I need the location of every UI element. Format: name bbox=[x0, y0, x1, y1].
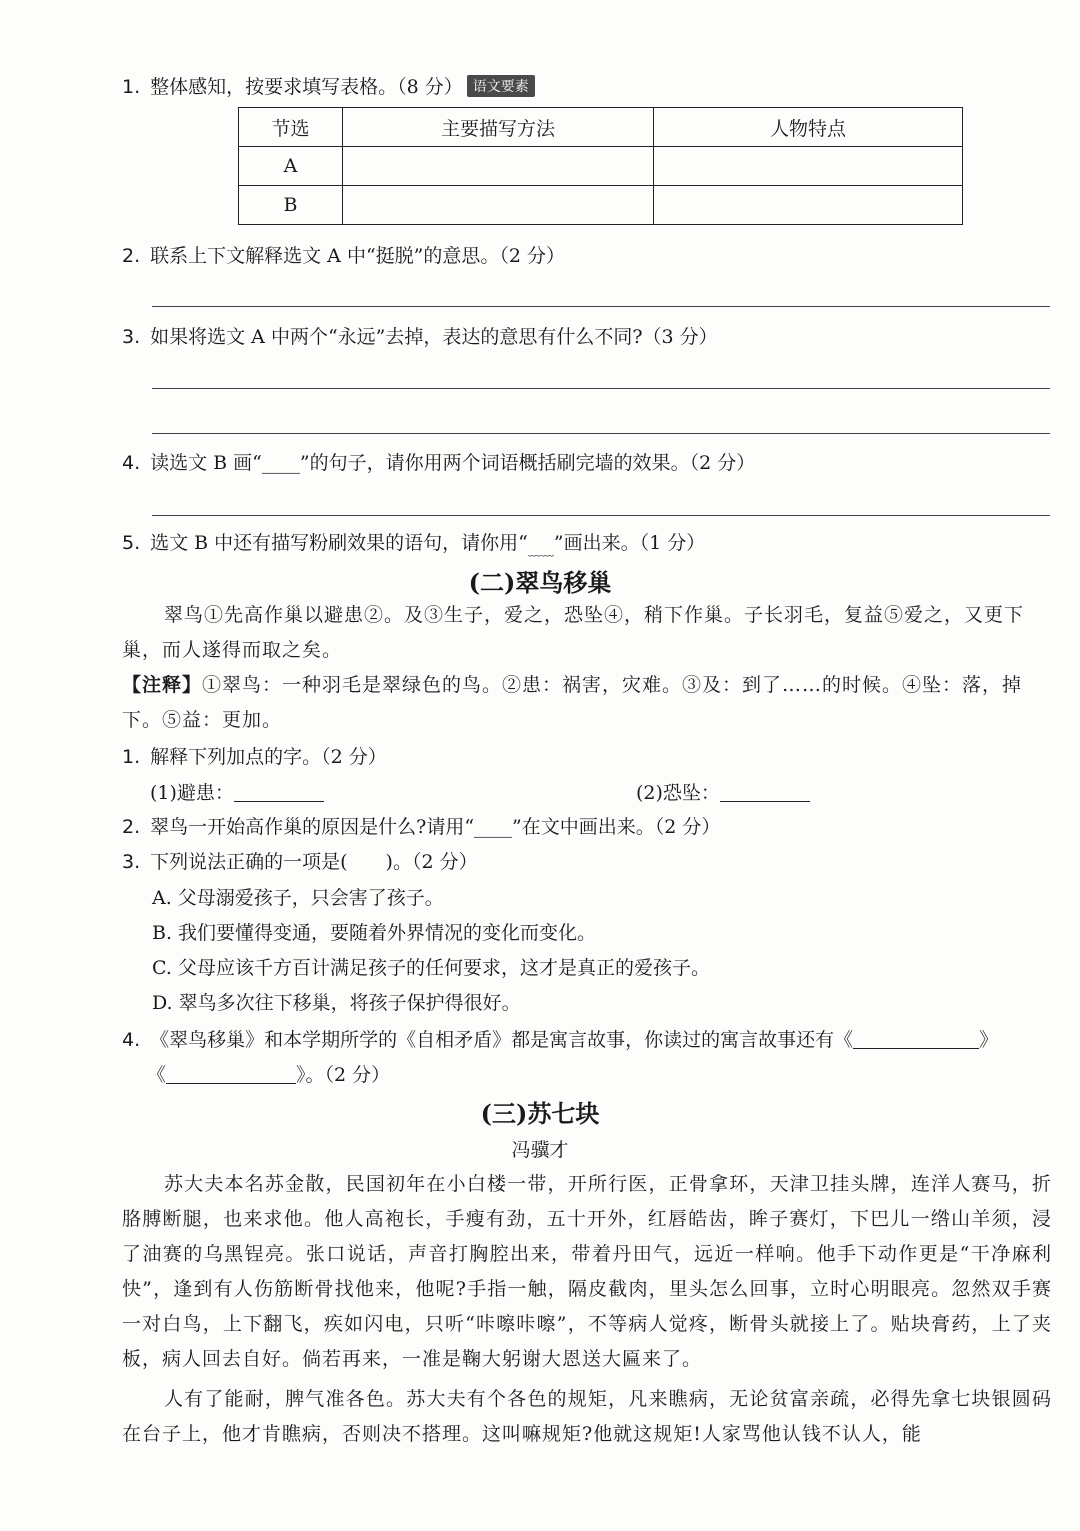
bracket-close: 》 bbox=[979, 1029, 999, 1051]
question-2 bbox=[122, 241, 565, 268]
answer-cell[interactable] bbox=[343, 147, 654, 186]
question-text: ”画出来。（1 分） bbox=[553, 532, 706, 554]
bracket-open: 《 bbox=[147, 1064, 167, 1086]
answer-cell[interactable] bbox=[654, 147, 963, 186]
passage bbox=[122, 598, 1052, 633]
table-cell: A bbox=[239, 147, 343, 186]
question-text: 联系上下文解释选文 A 中“挺脱”的意思。（2 分） bbox=[150, 245, 565, 267]
sub-question-1 bbox=[150, 778, 324, 805]
table-row bbox=[239, 186, 963, 225]
language-element-tag: 语文要素 bbox=[467, 75, 535, 97]
question-number: 4. bbox=[122, 1029, 141, 1051]
notes-cont bbox=[122, 703, 1052, 738]
table-row bbox=[239, 147, 963, 186]
answer-line[interactable] bbox=[152, 306, 1050, 307]
question-text: 如果将选文 A 中两个“永远”去掉，表达的意思有什么不同?（3 分） bbox=[150, 326, 718, 348]
note-label: 【注释】 bbox=[122, 674, 203, 696]
option-a[interactable]: A. 父母溺爱孩子，只会害了孩子。 bbox=[152, 887, 444, 909]
answer-blank[interactable] bbox=[234, 783, 324, 802]
author: 冯骥才 bbox=[511, 1139, 569, 1161]
table-header: 节选 bbox=[239, 108, 343, 147]
sub-question-text: (1)避患： bbox=[150, 782, 234, 804]
table-header: 人物特点 bbox=[654, 108, 963, 147]
story-paragraph-1: 苏大夫本名苏金散，民国初年在小白楼一带，开所行医，正骨拿环，天津卫挂头牌，连洋人赛马，折胳膊断腿，也来求他。他人高袍长，手瘦有劲，五十开外，红唇皓齿，眸子赛灯，下巴儿一绺山羊须，浸了油赛的乌黑锃亮。张口说话，声音打胸腔出来，带着丹田气，远近一样响。他手下动作更是“干净麻利快”，逢到有人伤筋断骨找他来，他呢?手指一触，隔皮截肉，里头怎么回事，立时心明眼亮。忽然双手赛一对白鸟，上下翻飞，疾如闪电，只听“咔嚓咔嚓”，不等病人觉疼，断骨头就接上了。贴块膏药，上了夹板，病人回去自好。倘若再来，一准是鞠大躬谢大恩送大匾来了。 bbox=[122, 1173, 1052, 1370]
answer-line[interactable] bbox=[152, 515, 1050, 516]
table-cell: B bbox=[239, 186, 343, 225]
s2-question-3 bbox=[122, 847, 478, 874]
table-header-row bbox=[239, 108, 963, 147]
passage-line: 翠鸟①先高作巢以避患②。及③生子，爱之，恐坠④，稍下作巢。子长羽毛，复益⑤爱之，又更下 bbox=[164, 604, 1025, 626]
question-text: 解释下列加点的字。（2 分） bbox=[150, 746, 387, 768]
section-title: (二)翠鸟移巢 bbox=[468, 568, 612, 597]
option-c[interactable]: C. 父母应该千方百计满足孩子的任何要求，这才是真正的爱孩子。 bbox=[152, 957, 710, 979]
question-text: 选文 B 中还有描写粉刷效果的语句，请你用“ bbox=[150, 532, 528, 554]
answer-cell[interactable] bbox=[654, 186, 963, 225]
question-text: 《翠鸟移巢》和本学期所学的《自相矛盾》都是寓言故事，你读过的寓言故事还有《 bbox=[150, 1029, 854, 1051]
passage-line: 巢，而人遂得而取之矣。 bbox=[122, 639, 343, 661]
s2-question-4 bbox=[122, 1025, 998, 1052]
question-text: 下列说法正确的一项是( )。（2 分） bbox=[150, 851, 478, 873]
answer-blank[interactable] bbox=[720, 783, 810, 802]
table-header: 主要描写方法 bbox=[343, 108, 654, 147]
sub-question-text: (2)恐坠： bbox=[636, 782, 720, 804]
question-number: 2. bbox=[122, 245, 141, 267]
answer-line[interactable] bbox=[152, 433, 1050, 434]
question-number: 4. bbox=[122, 452, 141, 474]
question-text: 》。（2 分） bbox=[296, 1064, 391, 1086]
question-number: 1. bbox=[122, 76, 141, 98]
note-text: 下。⑤益：更加。 bbox=[122, 709, 283, 731]
answer-table bbox=[238, 107, 963, 225]
question-5 bbox=[122, 528, 705, 559]
sub-question-2 bbox=[636, 778, 810, 805]
note-text: ①翠鸟：一种羽毛是翠绿色的鸟。②患：祸害，灾难。③及：到了……的时候。④坠：落，掉 bbox=[202, 674, 1023, 696]
question-number: 2. bbox=[122, 816, 141, 838]
option-b[interactable]: B. 我们要懂得变通，要随着外界情况的变化而变化。 bbox=[152, 922, 597, 944]
question-number: 3. bbox=[122, 326, 141, 348]
answer-blank[interactable] bbox=[853, 1030, 979, 1049]
passage-cont bbox=[122, 633, 1052, 668]
s2-question-2 bbox=[122, 812, 720, 839]
answer-cell[interactable] bbox=[343, 186, 654, 225]
notes bbox=[122, 668, 1052, 703]
question-number: 3. bbox=[122, 851, 141, 873]
answer-line[interactable] bbox=[152, 388, 1050, 389]
question-number: 1. bbox=[122, 746, 141, 768]
question-number: 5. bbox=[122, 532, 141, 554]
wavy-line-mark: ﹏﹏ bbox=[527, 544, 554, 559]
question-text: 翠鸟一开始高作巢的原因是什么?请用“____”在文中画出来。（2 分） bbox=[150, 816, 721, 838]
story-paragraph-2: 人有了能耐，脾气准各色。苏大夫有个各色的规矩，凡来瞧病，无论贫富亲疏，必得先拿七块银圆码在台子上，他才肯瞧病，否则决不搭理。这叫嘛规矩?他就这规矩!人家骂他认钱不认人，能 bbox=[122, 1388, 1052, 1445]
answer-blank[interactable] bbox=[166, 1065, 296, 1084]
question-4 bbox=[122, 448, 755, 475]
question-1 bbox=[122, 72, 535, 99]
question-text: 整体感知，按要求填写表格。（8 分） bbox=[150, 76, 463, 98]
section-title: (三)苏七块 bbox=[480, 1099, 600, 1128]
question-3 bbox=[122, 322, 718, 349]
s2-question-1 bbox=[122, 742, 387, 769]
s2-question-4-line2 bbox=[147, 1060, 390, 1087]
question-text: 读选文 B 画“____”的句子，请你用两个词语概括刷完墙的效果。（2 分） bbox=[150, 452, 756, 474]
option-d[interactable]: D. 翠鸟多次往下移巢，将孩子保护得很好。 bbox=[152, 992, 521, 1014]
